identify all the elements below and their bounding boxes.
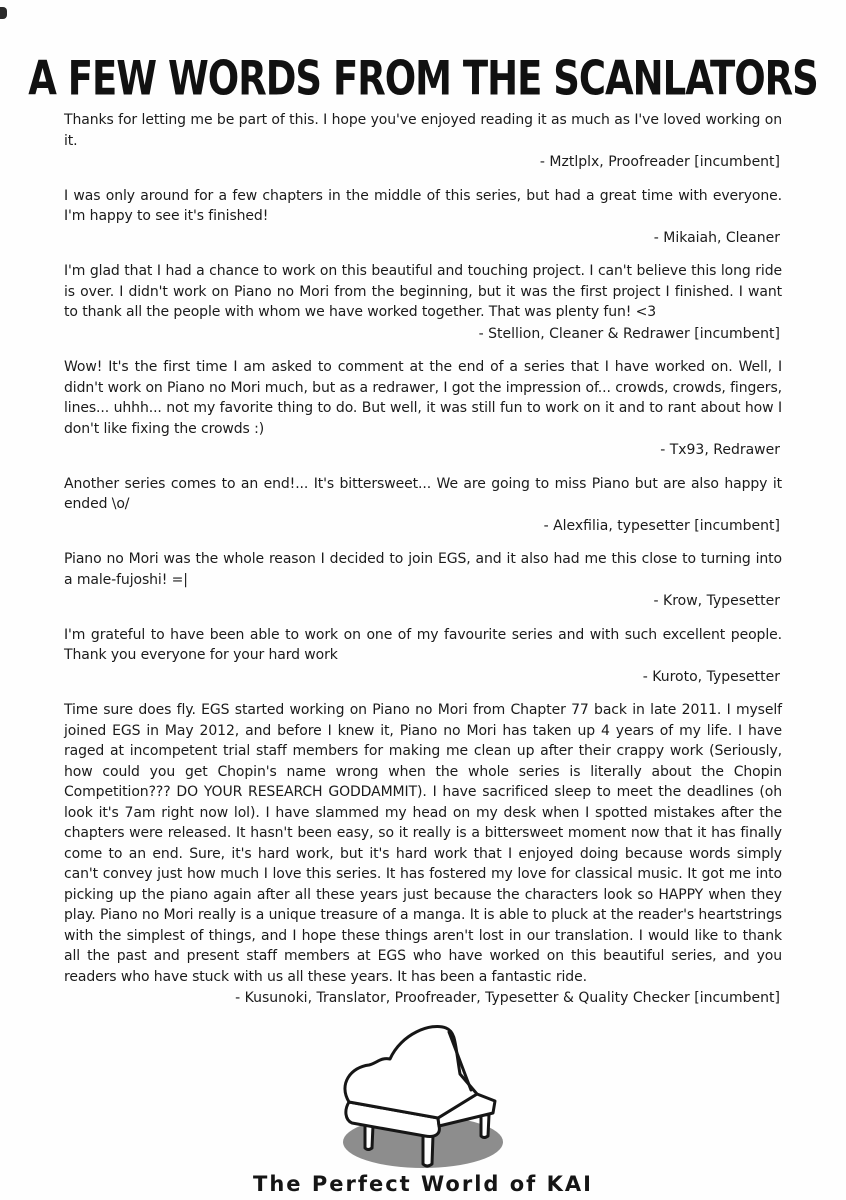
comment-text: Thanks for letting me be part of this. I hope you've enjoyed reading it as much as I've loved working on it. [64,112,782,149]
comment-block [64,474,782,537]
comment-block [64,357,782,461]
group-logo-caption: The Perfect World of KAI [253,1171,593,1196]
comment-block [64,700,782,1009]
comment-text: I'm grateful to have been able to work on one of my favourite series and with such excellent people. Thank you everyone for your hard work [64,626,782,663]
comment-block [64,186,782,249]
comment-block [64,625,782,688]
comment-signature: - Mikaiah, Cleaner [653,229,780,246]
comment-signature: - Tx93, Redrawer [660,442,780,458]
comment-signature: - Mztlplx, Proofreader [incumbent] [539,154,780,170]
comment-text: Another series comes to an end!... It's bittersweet... We are going to miss Piano but are also happy it ended \o/ [64,475,782,512]
comment-text: Piano no Mori was the whole reason I decided to join EGS, and it also had me this close to turning into a male-fujoshi! =| [64,551,782,588]
comment-text: Wow! It's the first time I am asked to comment at the end of a series that I have worked on. Well, I didn't work on Piano no Mori much, but as a redrawer, I got the impression of... crowds, crowds, fingers, lines... uhhh... not my favorite thing to do. But well, it was still fun to work on it and to rant about how I don't like fixing the crowds :) [64,359,782,437]
comment-signature: - Stellion, Cleaner & Redrawer [incumbent] [478,325,780,342]
scanlation-group-logo [0,1022,846,1196]
comment-block [64,261,782,344]
page-title: A FEW WORDS FROM THE SCANLATORS [28,51,818,107]
comment-block [64,549,782,612]
comments-section [0,110,846,1009]
comment-signature: - Krow, Typesetter [653,593,780,609]
comment-signature: - Alexfilia, typesetter [incumbent] [543,517,780,534]
comment-text: I was only around for a few chapters in the middle of this series, but had a great time with everyone. I'm happy to see it's finished! [64,187,782,224]
comment-text: Time sure does fly. EGS started working on Piano no Mori from Chapter 77 back in late 2011. I myself joined EGS in May 2012, and before I knew it, Piano no Mori has taken up 4 years of my life. I have raged at incompetent trial staff members for making me clean up after their crappy work (Seriously, how could you get Chopin's name wrong when the whole series is literally about the Chopin Competition??? DO YOUR RESEARCH GODDAMMIT). I have sacrificed sleep to meet the deadlines (oh look it's 7am right now lol). I have slammed my head on my desk when I spotted mistakes after the chapters were released. It hasn't been easy, so it really is a bittersweet moment now that it has finally come to an end. Sure, it's hard work, but it's hard work that I enjoyed doing because words simply can't convey just how much I love this series. It has fostered my love for classical music. It got me into picking up the piano again after all these years just because the characters look so HAPPY when they play. Piano no Mori really is a unique treasure of a manga. It is able to pluck at the reader's heartstrings with the simplest of things, and I hope these things aren't lost in our translation. I would like to thank all the past and present staff members at EGS who have worked on this beautiful series, and you readers who have stuck with us all these years. It has been a fantastic ride. [64,702,782,985]
comment-text: I'm glad that I had a chance to work on this beautiful and touching project. I can't believe this long ride is over. I didn't work on Piano no Mori from the beginning, but it was the first project I finished. I want to thank all the people with whom we have worked together. That was plenty fun! <3 [64,263,782,320]
grand-piano-icon [325,1022,521,1172]
comment-signature: - Kuroto, Typesetter [642,668,780,685]
comment-signature: - Kusunoki, Translator, Proofreader, Typesetter & Quality Checker [incumbent] [235,990,780,1006]
